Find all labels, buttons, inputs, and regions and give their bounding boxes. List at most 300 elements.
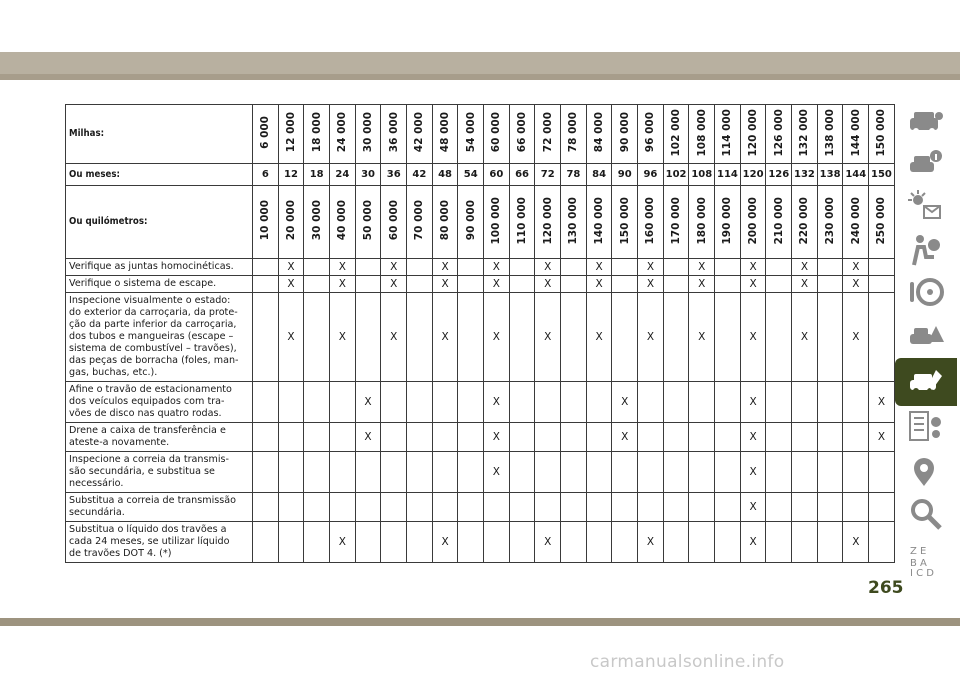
task-label: Inspecione a correia da transmis- são secundária, e substitua se necessário.	[66, 452, 253, 493]
schedule-mark: X	[612, 382, 638, 423]
miles-row-cell	[843, 105, 869, 164]
months-row-value: 48	[438, 169, 452, 180]
schedule-mark	[304, 423, 330, 452]
schedule-mark	[561, 293, 587, 382]
schedule-mark	[817, 382, 843, 423]
schedule-mark	[432, 493, 458, 522]
months-row-cell	[586, 164, 612, 186]
months-row-value: 36	[386, 169, 401, 180]
schedule-mark	[869, 259, 895, 276]
km-row-value: 40 000	[336, 200, 349, 241]
km-row-cell	[330, 186, 356, 259]
schedule-mark: X	[638, 522, 664, 563]
table-row	[66, 293, 895, 382]
km-row-value: 60 000	[387, 200, 400, 241]
tab-alphabet-index[interactable]	[897, 536, 955, 580]
airbag-person-icon	[906, 231, 946, 267]
watermark: carmanualsonline.info	[590, 652, 785, 672]
schedule-mark	[689, 452, 715, 493]
list-gears-icon	[906, 408, 946, 444]
schedule-mark	[304, 493, 330, 522]
schedule-mark	[484, 493, 510, 522]
schedule-mark: X	[740, 276, 766, 293]
schedule-mark: X	[612, 423, 638, 452]
km-row-cell	[740, 186, 766, 259]
schedule-mark: X	[330, 293, 356, 382]
schedule-mark	[612, 293, 638, 382]
months-row-cell	[432, 164, 458, 186]
task-label: Substitua o líquido dos travões a cada 24 meses, se utilizar líquido de travões DOT 4. (*)	[66, 522, 253, 563]
schedule-mark: X	[355, 423, 381, 452]
miles-row-value: 6 000	[259, 116, 272, 149]
schedule-mark	[766, 522, 792, 563]
schedule-mark	[355, 522, 381, 563]
schedule-mark: X	[432, 522, 458, 563]
months-row-cell	[766, 164, 792, 186]
schedule-mark: X	[330, 259, 356, 276]
schedule-mark: X	[330, 522, 356, 563]
miles-row-cell	[458, 105, 484, 164]
schedule-mark	[381, 522, 407, 563]
schedule-mark: X	[740, 522, 766, 563]
schedule-mark	[330, 452, 356, 493]
schedule-mark: X	[278, 293, 304, 382]
km-row-value: 100 000	[490, 196, 503, 245]
schedule-mark	[458, 382, 484, 423]
schedule-mark	[817, 452, 843, 493]
months-row-value: 66	[515, 169, 530, 180]
task-label: Verifique o sistema de escape.	[66, 276, 253, 293]
schedule-mark: X	[638, 276, 664, 293]
km-row-value: 170 000	[670, 196, 683, 245]
months-row-cell	[638, 164, 664, 186]
schedule-mark	[253, 276, 279, 293]
miles-row-value: 150 000	[875, 108, 888, 157]
map-pin-icon	[906, 452, 946, 488]
schedule-mark	[304, 382, 330, 423]
schedule-mark	[792, 522, 818, 563]
miles-row-value: 138 000	[824, 108, 837, 157]
miles-row	[66, 105, 895, 164]
miles-row-cell	[638, 105, 664, 164]
table-row	[66, 423, 895, 452]
schedule-mark	[304, 259, 330, 276]
schedule-mark	[689, 423, 715, 452]
months-row-cell	[817, 164, 843, 186]
schedule-mark: X	[432, 293, 458, 382]
schedule-mark: X	[792, 276, 818, 293]
schedule-mark	[561, 522, 587, 563]
schedule-mark: X	[740, 423, 766, 452]
top-band	[0, 52, 960, 74]
schedule-mark: X	[484, 423, 510, 452]
km-row-value: 180 000	[695, 196, 708, 245]
miles-row-value: 42 000	[413, 112, 426, 153]
schedule-mark: X	[740, 293, 766, 382]
task-label: Afine o travão de estacionamento dos veículos equipados com tra- vões de disco nas quatro rodas.	[66, 382, 253, 423]
miles-row-cell	[253, 105, 279, 164]
miles-row-value: 132 000	[798, 108, 811, 157]
km-row-cell	[612, 186, 638, 259]
months-row-cell	[689, 164, 715, 186]
months-row-cell	[330, 164, 356, 186]
km-row-cell	[278, 186, 304, 259]
schedule-mark	[663, 423, 689, 452]
months-row-value: 102	[665, 169, 687, 180]
miles-row-cell	[869, 105, 895, 164]
km-row-cell	[509, 186, 535, 259]
schedule-mark	[278, 522, 304, 563]
schedule-mark	[689, 382, 715, 423]
schedule-mark: X	[484, 276, 510, 293]
tab-magnifier[interactable]	[897, 492, 955, 536]
miles-row-value: 12 000	[285, 112, 297, 153]
schedule-mark: X	[484, 259, 510, 276]
schedule-mark: X	[843, 293, 869, 382]
table-row	[66, 452, 895, 493]
car-warning-triangle-icon	[906, 318, 946, 354]
schedule-mark: X	[843, 259, 869, 276]
schedule-mark: X	[330, 276, 356, 293]
tab-car-dashboard[interactable]	[897, 100, 955, 144]
schedule-mark	[638, 452, 664, 493]
schedule-mark	[869, 522, 895, 563]
schedule-mark	[663, 522, 689, 563]
schedule-mark	[766, 276, 792, 293]
task-label: Inspecione visualmente o estado: do exterior da carroçaria, da prote- ção da parte inferior da carroçaria, dos tubos e mangueiras (escape – sistema de combustível – travões), das peças de borracha (foles, man- gas, buchas, etc.).	[66, 293, 253, 382]
tab-car-info[interactable]	[897, 142, 955, 186]
schedule-mark	[407, 259, 433, 276]
schedule-mark	[689, 522, 715, 563]
schedule-mark	[638, 382, 664, 423]
km-row-cell	[484, 186, 510, 259]
schedule-mark	[407, 423, 433, 452]
schedule-mark	[407, 493, 433, 522]
tab-steering-wheel-key[interactable]	[897, 270, 955, 314]
schedule-mark	[381, 423, 407, 452]
schedule-mark: X	[689, 293, 715, 382]
schedule-mark: X	[278, 276, 304, 293]
schedule-mark	[689, 493, 715, 522]
magnifier-icon	[906, 496, 946, 532]
schedule-mark	[792, 423, 818, 452]
schedule-mark: X	[869, 382, 895, 423]
schedule-mark: X	[689, 259, 715, 276]
km-row-cell	[663, 186, 689, 259]
miles-row-cell	[792, 105, 818, 164]
km-row-label: Ou quilómetros:	[66, 186, 253, 259]
months-row-value: 120	[742, 169, 764, 180]
km-row-cell	[715, 186, 741, 259]
schedule-mark	[869, 276, 895, 293]
months-row-cell	[561, 164, 587, 186]
km-row-value: 160 000	[644, 196, 657, 245]
miles-row-value: 120 000	[747, 108, 760, 157]
schedule-mark	[638, 423, 664, 452]
schedule-mark	[355, 493, 381, 522]
miles-row-value: 30 000	[362, 112, 375, 153]
months-row-value: 24	[335, 169, 350, 180]
schedule-mark	[561, 382, 587, 423]
tab-warning-light[interactable]	[897, 184, 955, 228]
km-row-cell	[432, 186, 458, 259]
km-row-value: 20 000	[285, 200, 297, 241]
months-row-cell	[355, 164, 381, 186]
schedule-mark: X	[586, 276, 612, 293]
schedule-mark: X	[792, 259, 818, 276]
schedule-mark	[432, 423, 458, 452]
schedule-mark	[561, 452, 587, 493]
task-label: Drene a caixa de transferência e ateste-a novamente.	[66, 423, 253, 452]
schedule-mark	[817, 423, 843, 452]
schedule-mark	[817, 522, 843, 563]
schedule-mark	[355, 452, 381, 493]
schedule-mark: X	[535, 293, 561, 382]
schedule-mark: X	[355, 382, 381, 423]
km-row-cell	[843, 186, 869, 259]
schedule-mark	[817, 293, 843, 382]
schedule-mark	[843, 452, 869, 493]
schedule-mark	[355, 259, 381, 276]
months-row-cell	[792, 164, 818, 186]
tab-list-gears[interactable]	[897, 404, 955, 448]
svg-text:B A: B A	[910, 558, 927, 569]
months-row-cell	[253, 164, 279, 186]
svg-text:I C D: I C D	[910, 568, 934, 576]
schedule-mark	[715, 293, 741, 382]
schedule-mark	[612, 276, 638, 293]
bottom-band	[0, 618, 960, 626]
tab-airbag-person[interactable]	[897, 227, 955, 271]
top-band-shadow	[0, 74, 960, 80]
months-row-cell	[715, 164, 741, 186]
tab-car-wrench[interactable]	[895, 358, 957, 406]
schedule-mark: X	[740, 493, 766, 522]
schedule-mark	[253, 382, 279, 423]
schedule-mark: X	[432, 276, 458, 293]
schedule-mark	[330, 382, 356, 423]
months-row-value: 30	[361, 169, 375, 180]
schedule-mark: X	[278, 259, 304, 276]
schedule-mark	[715, 382, 741, 423]
miles-row-cell	[484, 105, 510, 164]
miles-row-cell	[509, 105, 535, 164]
schedule-mark: X	[484, 452, 510, 493]
schedule-mark	[355, 293, 381, 382]
km-row-value: 150 000	[618, 196, 631, 245]
miles-row-value: 54 000	[464, 112, 477, 153]
km-row-value: 50 000	[362, 200, 375, 241]
schedule-mark	[843, 423, 869, 452]
km-row-value: 10 000	[259, 200, 272, 241]
schedule-mark	[509, 382, 535, 423]
miles-row-value: 60 000	[490, 112, 503, 153]
km-row-cell	[355, 186, 381, 259]
schedule-mark	[817, 493, 843, 522]
table-row	[66, 382, 895, 423]
schedule-mark	[458, 452, 484, 493]
schedule-mark: X	[740, 452, 766, 493]
schedule-mark	[458, 522, 484, 563]
schedule-mark: X	[843, 276, 869, 293]
miles-row-cell	[561, 105, 587, 164]
schedule-mark	[715, 423, 741, 452]
miles-row-cell	[407, 105, 433, 164]
table-row	[66, 493, 895, 522]
miles-row-cell	[817, 105, 843, 164]
schedule-mark	[253, 493, 279, 522]
schedule-mark	[561, 493, 587, 522]
schedule-mark: X	[432, 259, 458, 276]
miles-row-value: 36 000	[387, 112, 400, 153]
schedule-mark	[304, 452, 330, 493]
months-row-cell	[304, 164, 330, 186]
miles-row-value: 48 000	[439, 112, 452, 153]
km-row-value: 70 000	[413, 200, 426, 241]
schedule-mark	[766, 259, 792, 276]
schedule-mark: X	[381, 276, 407, 293]
months-row-cell	[740, 164, 766, 186]
km-row-value: 240 000	[849, 196, 862, 245]
months-row-cell	[381, 164, 407, 186]
schedule-mark	[715, 276, 741, 293]
schedule-mark	[509, 452, 535, 493]
km-row-value: 210 000	[772, 196, 785, 245]
schedule-mark	[817, 276, 843, 293]
schedule-mark: X	[843, 522, 869, 563]
miles-row-value: 102 000	[670, 108, 683, 157]
schedule-mark	[458, 293, 484, 382]
miles-row-value: 84 000	[593, 112, 606, 153]
miles-row-value: 78 000	[567, 112, 580, 153]
tab-car-warning-triangle[interactable]	[897, 314, 955, 358]
km-row-cell	[817, 186, 843, 259]
schedule-mark	[612, 493, 638, 522]
km-row-cell	[304, 186, 330, 259]
schedule-mark	[278, 382, 304, 423]
km-row-cell	[458, 186, 484, 259]
schedule-mark: X	[535, 259, 561, 276]
miles-row-cell	[278, 105, 304, 164]
miles-row-cell	[304, 105, 330, 164]
schedule-mark	[330, 423, 356, 452]
schedule-mark: X	[535, 522, 561, 563]
schedule-mark	[407, 522, 433, 563]
km-row-value: 220 000	[798, 196, 811, 245]
miles-row-label: Milhas:	[66, 105, 253, 164]
schedule-mark	[535, 382, 561, 423]
schedule-mark	[792, 493, 818, 522]
km-row-value: 80 000	[439, 200, 452, 241]
schedule-mark	[612, 259, 638, 276]
schedule-mark	[561, 423, 587, 452]
months-row-cell	[535, 164, 561, 186]
km-row-cell	[766, 186, 792, 259]
schedule-mark: X	[740, 259, 766, 276]
warning-light-icon	[906, 188, 946, 224]
schedule-mark: X	[869, 423, 895, 452]
months-row-value: 84	[592, 169, 607, 180]
schedule-mark: X	[586, 293, 612, 382]
schedule-mark	[586, 493, 612, 522]
months-row-cell	[458, 164, 484, 186]
months-row-value: 144	[845, 169, 867, 180]
miles-row-cell	[663, 105, 689, 164]
schedule-mark	[792, 452, 818, 493]
months-row-value: 96	[643, 169, 658, 180]
km-row-cell	[586, 186, 612, 259]
schedule-mark	[792, 382, 818, 423]
schedule-mark	[586, 423, 612, 452]
schedule-mark	[586, 452, 612, 493]
schedule-mark	[278, 493, 304, 522]
km-row-cell	[535, 186, 561, 259]
km-row-cell	[869, 186, 895, 259]
schedule-mark	[458, 259, 484, 276]
months-row-value: 12	[284, 169, 298, 180]
schedule-mark	[407, 276, 433, 293]
schedule-mark	[766, 423, 792, 452]
schedule-mark	[381, 493, 407, 522]
miles-row-value: 18 000	[310, 112, 323, 153]
months-row-value: 18	[309, 169, 324, 180]
schedule-mark: X	[792, 293, 818, 382]
table-row	[66, 276, 895, 293]
miles-row-cell	[330, 105, 356, 164]
months-row-cell	[869, 164, 895, 186]
months-row-value: 114	[716, 169, 738, 180]
schedule-mark	[663, 259, 689, 276]
schedule-mark	[766, 493, 792, 522]
schedule-mark	[253, 522, 279, 563]
schedule-mark	[253, 259, 279, 276]
schedule-mark	[407, 452, 433, 493]
schedule-mark	[663, 452, 689, 493]
schedule-mark	[715, 259, 741, 276]
miles-row-cell	[535, 105, 561, 164]
tab-map-pin[interactable]	[897, 448, 955, 492]
schedule-mark: X	[586, 259, 612, 276]
schedule-mark	[638, 493, 664, 522]
months-row-label: Ou meses:	[66, 164, 253, 186]
schedule-mark	[509, 276, 535, 293]
schedule-mark	[715, 522, 741, 563]
months-row-cell	[484, 164, 510, 186]
miles-row-value: 72 000	[541, 112, 554, 153]
miles-row-cell	[715, 105, 741, 164]
miles-row-value: 114 000	[721, 108, 734, 157]
schedule-mark	[458, 276, 484, 293]
months-row-value: 6	[261, 169, 269, 180]
task-label: Verifique as juntas homocinéticas.	[66, 259, 253, 276]
schedule-mark: X	[689, 276, 715, 293]
schedule-mark	[484, 522, 510, 563]
months-row-value: 78	[566, 169, 581, 180]
task-label: Substitua a correia de transmissão secundária.	[66, 493, 253, 522]
schedule-mark	[535, 423, 561, 452]
schedule-mark	[561, 259, 587, 276]
months-row-cell	[612, 164, 638, 186]
miles-row-cell	[689, 105, 715, 164]
miles-row-value: 126 000	[772, 108, 785, 157]
miles-row-cell	[432, 105, 458, 164]
schedule-mark	[561, 276, 587, 293]
km-row-cell	[407, 186, 433, 259]
km-row-value: 110 000	[516, 196, 529, 245]
schedule-mark	[407, 293, 433, 382]
months-row	[66, 164, 895, 186]
schedule-mark	[586, 522, 612, 563]
